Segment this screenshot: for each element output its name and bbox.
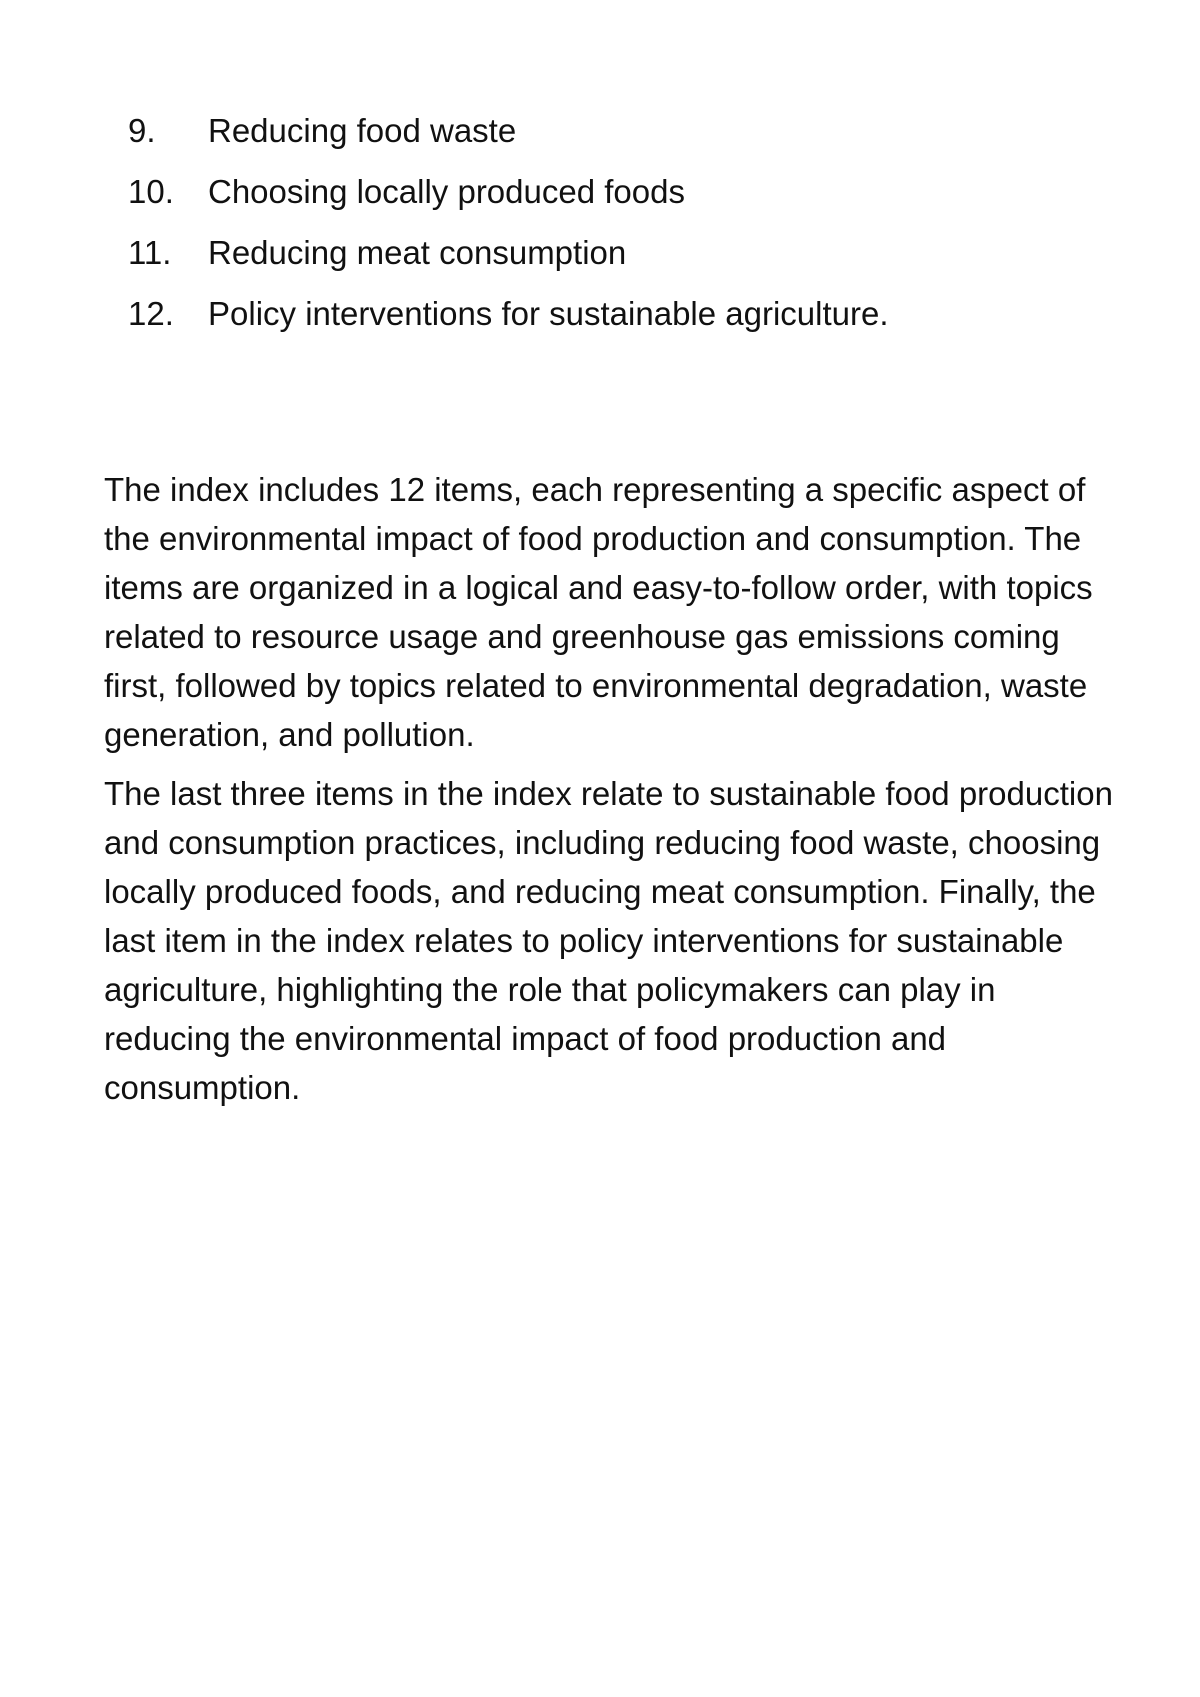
- list-item-text: Policy interventions for sustainable agriculture.: [208, 295, 889, 332]
- list-item-text: Reducing food waste: [208, 112, 517, 149]
- list-item: [128, 100, 889, 161]
- list-item: [128, 283, 889, 344]
- paragraph-last-items: The last three items in the index relate to sustainable food production and consumption practices, including reducing food waste, choosing locally produced foods, and reducing meat consumption. Finally, the last item in the index relates to policy interventions for sustainable agriculture, highlighting the role that policymakers can play in reducing the environmental impact of food production and consumption.: [104, 775, 1113, 1106]
- list-item-text: Reducing meat consumption: [208, 234, 627, 271]
- list-item: [128, 222, 889, 283]
- list-item-number: 11.: [128, 234, 172, 271]
- list-item-number: 9.: [128, 112, 156, 149]
- list-item: [128, 161, 889, 222]
- paragraph-index-overview: The index includes 12 items, each representing a specific aspect of the environmental impact of food production and consumption. The items are organized in a logical and easy-to-follow order, with topics related to resource usage and greenhouse gas emissions coming first, followed by topics related to environmental degradation, waste generation, and pollution.: [104, 471, 1093, 753]
- list-item-number: 12.: [128, 295, 174, 332]
- numbered-list: [128, 100, 889, 344]
- body-text: [104, 465, 1124, 1122]
- list-item-number: 10.: [128, 173, 174, 210]
- list-item-text: Choosing locally produced foods: [208, 173, 685, 210]
